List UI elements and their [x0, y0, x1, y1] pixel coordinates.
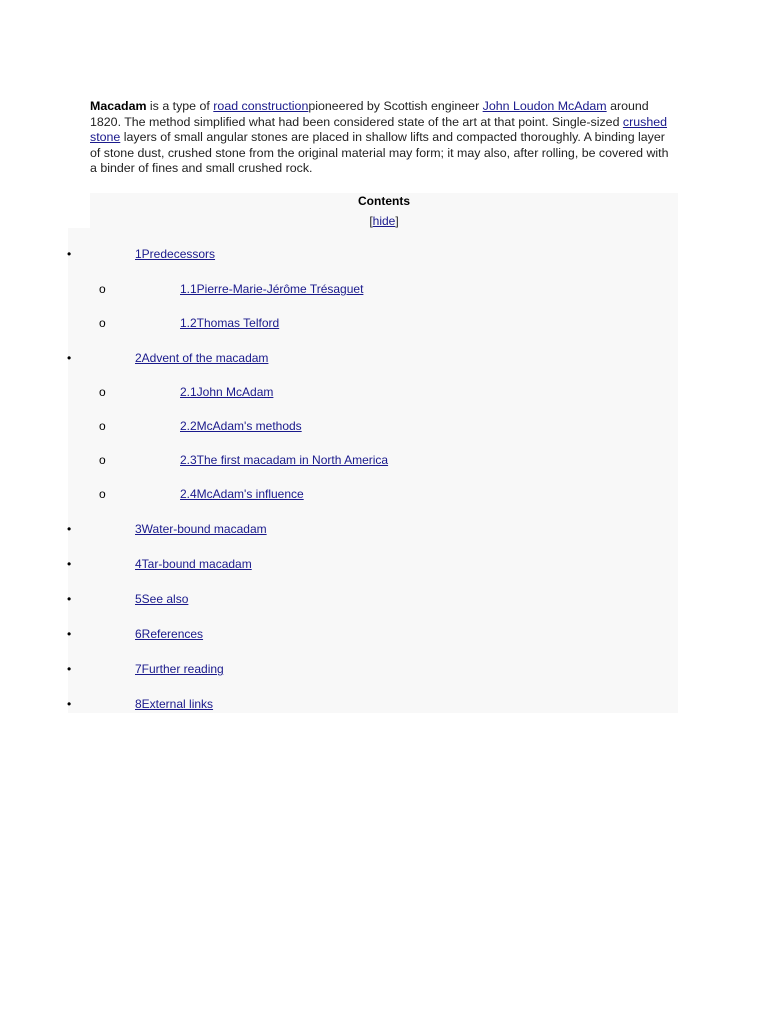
toc-link-tresaguet[interactable]: 1.1Pierre-Marie-Jérôme Trésaguet [180, 282, 364, 296]
toc-bullet: • [67, 697, 72, 711]
toc-bullet: • [67, 662, 72, 676]
intro-text-1: is a type of [146, 99, 214, 113]
toc-link-advent-of-the-macadam[interactable]: 2Advent of the macadam [135, 351, 269, 365]
toc-bullet: • [67, 627, 72, 641]
link-crushed-stone[interactable]: crushed stone [90, 114, 667, 145]
article-term: Macadam [90, 99, 147, 113]
article-intro [90, 99, 675, 177]
toc-hide-bracket-open: [ [369, 214, 373, 228]
link-john-loudon-mcadam[interactable]: John Loudon McAdam [482, 99, 607, 113]
toc-hide-bracket-close: ] [395, 214, 399, 228]
toc-title: Contents [358, 194, 410, 208]
toc-link-see-also[interactable]: 5See also [135, 592, 189, 606]
toc-subbullet: o [99, 453, 106, 467]
toc-link-further-reading[interactable]: 7Further reading [135, 662, 224, 676]
toc-subbullet: o [99, 487, 106, 501]
toc-link-thomas-telford[interactable]: 1.2Thomas Telford [180, 316, 280, 330]
toc-link-mcadams-influence[interactable]: 2.4McAdam's influence [180, 487, 304, 501]
toc-bullet: • [67, 247, 72, 261]
toc-link-first-macadam-north-america[interactable]: 2.3The first macadam in North America [180, 453, 389, 467]
toc-subbullet: o [99, 316, 106, 330]
toc-bullet: • [67, 592, 72, 606]
toc-link-mcadams-methods[interactable]: 2.2McAdam's methods [180, 419, 302, 433]
toc-bullet: • [67, 351, 72, 365]
toc-bullet: • [67, 557, 72, 571]
toc-link-tar-bound-macadam[interactable]: 4Tar-bound macadam [135, 557, 252, 571]
toc-subbullet: o [99, 385, 106, 399]
toc-link-external-links[interactable]: 8External links [135, 697, 214, 711]
toc-link-predecessors[interactable]: 1Predecessors [135, 247, 216, 261]
toc-panel-gutter [68, 228, 90, 713]
toc-hide-control [90, 214, 678, 228]
toc-subbullet: o [99, 419, 106, 433]
toc-link-references[interactable]: 6References [135, 627, 204, 641]
link-road-construction[interactable]: road construction [213, 99, 309, 113]
toc-subbullet: o [99, 282, 106, 296]
intro-text-4: layers of small angular stones are placed in shallow lifts and compacted thoroughly. A binding layer of stone dust, crushed stone from the original material may form; it may also, after rolling, be covered with a binder of fines and small crushed rock. [90, 130, 669, 176]
toc-hide-link[interactable]: hide [372, 214, 396, 228]
intro-text-2: pioneered by Scottish engineer [308, 99, 483, 113]
toc-bullet: • [67, 522, 72, 536]
intro-text-3: around 1820. The method simplified what had been considered state of the art at that point. Single-sized [90, 99, 649, 129]
toc-link-water-bound-macadam[interactable]: 3Water-bound macadam [135, 522, 267, 536]
toc-link-john-mcadam[interactable]: 2.1John McAdam [180, 385, 274, 399]
